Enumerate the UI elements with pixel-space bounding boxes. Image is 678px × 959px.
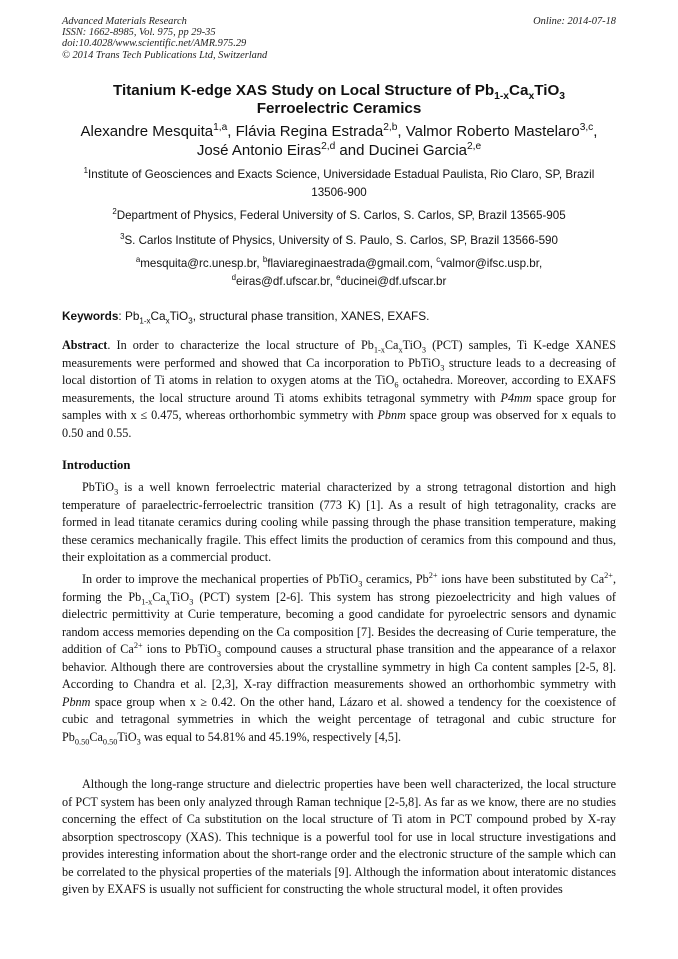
journal-name: Advanced Materials Research — [62, 16, 187, 27]
doi-line[interactable]: doi:10.4028/www.scientific.net/AMR.975.29 — [62, 38, 247, 50]
issn-line: ISSN: 1662-8985, Vol. 975, pp 29-35 — [62, 27, 216, 39]
keywords — [62, 309, 616, 324]
email-link[interactable]: flaviareginaestrada@gmail.com, — [267, 257, 437, 270]
abstract-text: . In order to characterize the local structure of $Pb_{1-x}Ca_xTiO_3$ (PCT) samples, Ti K-edge XANES measurements were performed and showed that Ca incorporation to PbTiO$_3$ structure leads to a decreasing of local distortion of Ti atoms in relation to oxygen atoms at the TiO$_6$ octahedra. Moreover, according to EXAFS measurements, the local structure around Ti atoms exhibits tetragonal symmetry with P4mm space group for samples with x ≤ 0.475, whereas orthorhombic symmetry with Pbnm space group was observed for x equals to 0.50 and 0.55. — [62, 338, 616, 440]
affiliation-1: $^1$Institute of Geosciences and Exacts Science, Universidade Estadual Paulista, Rio Claro, SP, Brazil 13506-900 — [83, 166, 595, 199]
keywords-text: : $Pb_{1-x}Ca_xTiO_3$, structural phase transition, XANES, EXAFS. — [118, 309, 430, 326]
intro-paragraph-3: Although the long-range structure and dielectric properties have been well characterized, the local structure of PCT system has been only analyzed through Raman technique [2-5,8]. As far as we know, there are no studies concerning the effect of Ca substitution on the local structure of Ti atom in PCT compound probed by X-ray absorption spectroscopy (XAS). This technique is a powerful tool for use in local structure investigations and provides interesting information about the short-range order and the electronic structure of the sample which can be correlated to the physical properties of the materials [9]. Although the information about interatomic distances given by EXAFS is usually not sufficient for constructing the whole structural model, it often provides — [62, 777, 616, 897]
author-name: Valmor Roberto Mastelaro — [405, 123, 580, 140]
email-list: $^a$mesquita@rc.unesp.br, $^b$flaviareginaestrada@gmail.com, $^c$valmor@ifsc.usp.br, $^d$eiras@df.ufscar.br, $^e$ducinei@df.ufscar.br — [135, 255, 543, 288]
copyright-line: © 2014 Trans Tech Publications Ltd, Switzerland — [62, 49, 268, 61]
abstract-label: Abstract — [62, 338, 108, 352]
author-name: Flávia Regina Estrada — [235, 123, 384, 140]
author-list: Alexandre Mesquita$^{1,a}$, Flávia Regina Estrada$^{2,b}$, Valmor Roberto Mastelaro$^{3,c}$, José Antonio Eiras$^{2,d}$ and Ducinei Garcia$^{2,e}$ — [80, 122, 598, 159]
email-link[interactable]: ducinei@df.ufscar.br — [340, 274, 447, 288]
keywords-label: Keywords — [62, 309, 119, 323]
intro-paragraph-1: PbTiO$_3$ is a well known ferroelectric material characterized by a strong tetragonal distortion and high temperature of paraelectric-ferroelectric transition (773 K) [1]. As a result of high tetragonality, cracks are formed in lead titanate ceramics during cooling while passing through the phase transition temperature, making these ceramics mechanically fragile. This effect limits the production of ceramics from this compound and thus, their exploitation as a commercial product. — [62, 480, 616, 565]
author-name: José Antonio Eiras — [196, 142, 322, 159]
abstract — [62, 337, 616, 442]
affiliation-3: $^3$S. Carlos Institute of Physics, University of S. Paulo, S. Carlos, SP, Brazil 13566-590 — [120, 232, 558, 247]
online-date: Online: 2014-07-18 — [533, 16, 616, 27]
journal-header — [62, 16, 267, 61]
email-link[interactable]: mesquita@rc.unesp.br, — [140, 257, 263, 270]
author-name: Ducinei Garcia — [368, 142, 467, 159]
email-link[interactable]: valmor@ifsc.usp.br, — [440, 257, 543, 270]
affiliation-2: $^2$Department of Physics, Federal University of S. Carlos, S. Carlos, SP, Brazil 13565-905 — [112, 207, 566, 222]
section-heading: Introduction — [62, 458, 131, 472]
paper-title: Titanium K-edge XAS Study on Local Structure of $Pb_{1-x}Ca_xTiO_3$ Ferroelectric Ceramics — [112, 82, 566, 117]
email-link[interactable]: eiras@df.ufscar.br, — [236, 274, 337, 288]
author-name: Alexandre Mesquita — [80, 123, 214, 140]
intro-paragraph-2: In order to improve the mechanical properties of PbTiO$_3$ ceramics, $Pb^{2+}$ ions have been substituted by $Ca^{2+}$, forming the $Pb_{1-x}Ca_xTiO_3$ (PCT) system [2-6]. This system has strong piezoelectricity and high values of dielectric permittivity at Curie temperature, becoming a good candidate for pyroelectric sensors and dynamic random access memories depending on the Ca composition [7]. Besides the decreasing of Curie temperature, the addition of $Ca^{2+}$ ions to PbTiO$_3$ compound causes a structural phase transition and the appearance of a relaxor behavior. Although there are controversies about the crystalline symmetry in high Ca content samples [2-5, 8]. According to Chandra et al. [2,3], X-ray diffraction measurements showed an orthorhombic symmetry with Pbnm space group when x ≥ 0.42. On the other hand, Lázaro et al. showed a tendency for the coexistence of cubic and tetragonal symmetries in which the weight percentage of tetragonal and cubic structure for $Pb_{0.50}Ca_{0.50}TiO_3$ was equal to 54.81% and 45.19%, respectively [4,5]. — [62, 570, 616, 747]
